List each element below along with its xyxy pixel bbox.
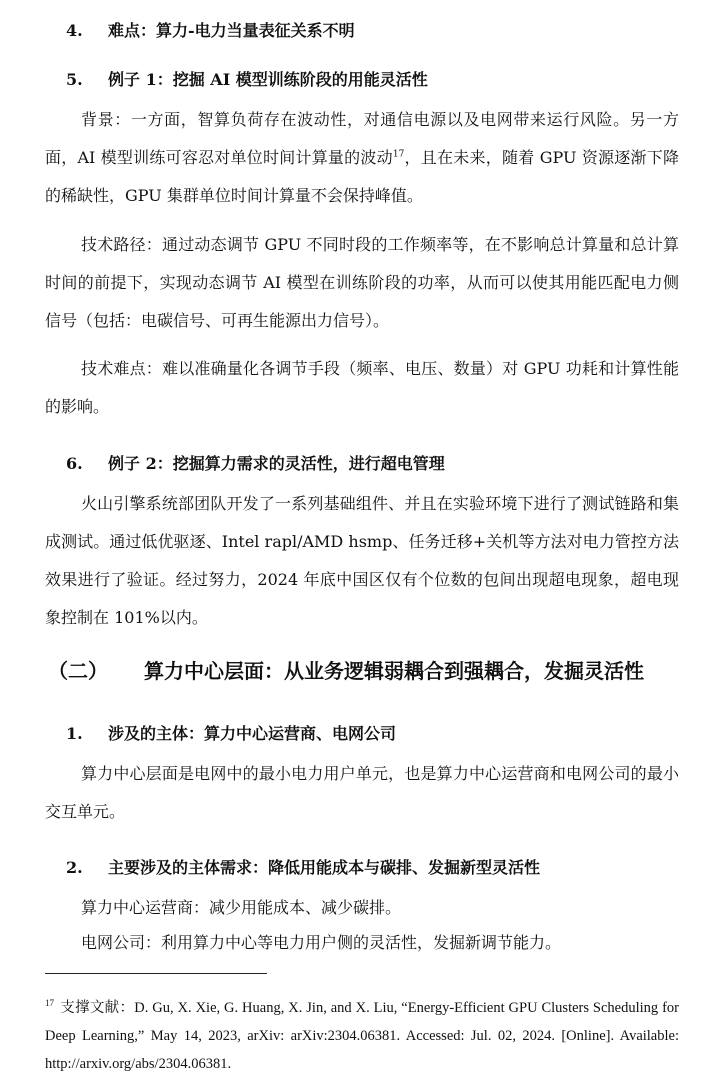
- example1-tech-path-paragraph: 技术路径：通过动态调节 GPU 不同时段的工作频率等，在不影响总计算量和总计算时间的前提下，实现动态调节 AI 模型在训练阶段的功率，从而可以使其用能匹配电力侧信号（包括：电碳信号、可再生能源出力信号）。: [45, 235, 679, 330]
- heading-number: 2.: [66, 858, 83, 877]
- section-title: [48, 658, 644, 684]
- footnote: [45, 994, 679, 1078]
- section-title-text: 算力中心层面：从业务逻辑弱耦合到强耦合，发掘灵活性: [144, 659, 644, 683]
- footnote-divider: [45, 973, 267, 974]
- section-number: （二）: [48, 659, 108, 683]
- section2-paragraph-3: 电网公司：利用算力中心等电力用户侧的灵活性，发掘新调节能力。: [81, 933, 562, 952]
- heading-number: 6.: [66, 454, 83, 473]
- example2-body-paragraph: 火山引擎系统部团队开发了一系列基础组件、并且在实验环境下进行了测试链路和集成测试。通过低优驱逐、Intel rapl/AMD hsmp、任务迁移+关机等方法对电力管控方法效果进行了验证。经过努力，2024 年底中国区仅有个位数的包间出现超电现象，超电现象控制在 101%以内。: [45, 494, 679, 627]
- heading-text: 例子 1：挖掘 AI 模型训练阶段的用能灵活性: [108, 70, 428, 89]
- heading-text: 例子 2：挖掘算力需求的灵活性，进行超电管理: [108, 454, 445, 473]
- footnote-text: 支撑文献：D. Gu, X. Xie, G. Huang, X. Jin, and X. Liu, “Energy-Efficient GPU Clusters Scheduling for Deep Learning,” May 14, 2023, arXiv: arXiv:2304.06381. Accessed: Jul. 02, 2024. [Online]. Available: http://arxiv.org/abs/2304.06381.: [45, 1000, 679, 1072]
- section2-paragraph-1: 算力中心层面是电网中的最小电力用户单元，也是算力中心运营商和电网公司的最小交互单元。: [45, 764, 679, 821]
- background-text-b: ，且在未来，随着 GPU 资源逐渐下降的稀缺性，GPU 集群单位时间计算量不会保持峰值。: [45, 148, 679, 205]
- heading-item-5: [66, 70, 428, 90]
- heading-text: 涉及的主体：算力中心运营商、电网公司: [108, 724, 397, 743]
- heading-text: 难点：算力-电力当量表征关系不明: [108, 21, 355, 40]
- heading-section2-item-2: [66, 858, 540, 878]
- heading-item-6: [66, 454, 445, 474]
- example1-background-paragraph: [45, 101, 679, 215]
- heading-item-4: [66, 21, 355, 41]
- heading-text: 主要涉及的主体需求：降低用能成本与碳排、发掘新型灵活性: [108, 858, 541, 877]
- footnote-mark: 17: [45, 998, 54, 1009]
- heading-section2-item-1: [66, 724, 396, 744]
- footnote-reference[interactable]: 17: [392, 149, 405, 160]
- background-text-a: 背景：一方面，智算负荷存在波动性，对通信电源以及电网带来运行风险。另一方面，AI 模型训练可容忍对单位时间计算量的波动: [45, 110, 679, 167]
- section2-paragraph-2: 算力中心运营商：减少用能成本、减少碳排。: [81, 898, 402, 917]
- heading-number: 4.: [66, 21, 83, 40]
- heading-number: 5.: [66, 70, 83, 89]
- example1-tech-difficulty-paragraph: 技术难点：难以准确量化各调节手段（频率、电压、数量）对 GPU 功耗和计算性能的影响。: [45, 359, 679, 416]
- heading-number: 1.: [66, 724, 83, 743]
